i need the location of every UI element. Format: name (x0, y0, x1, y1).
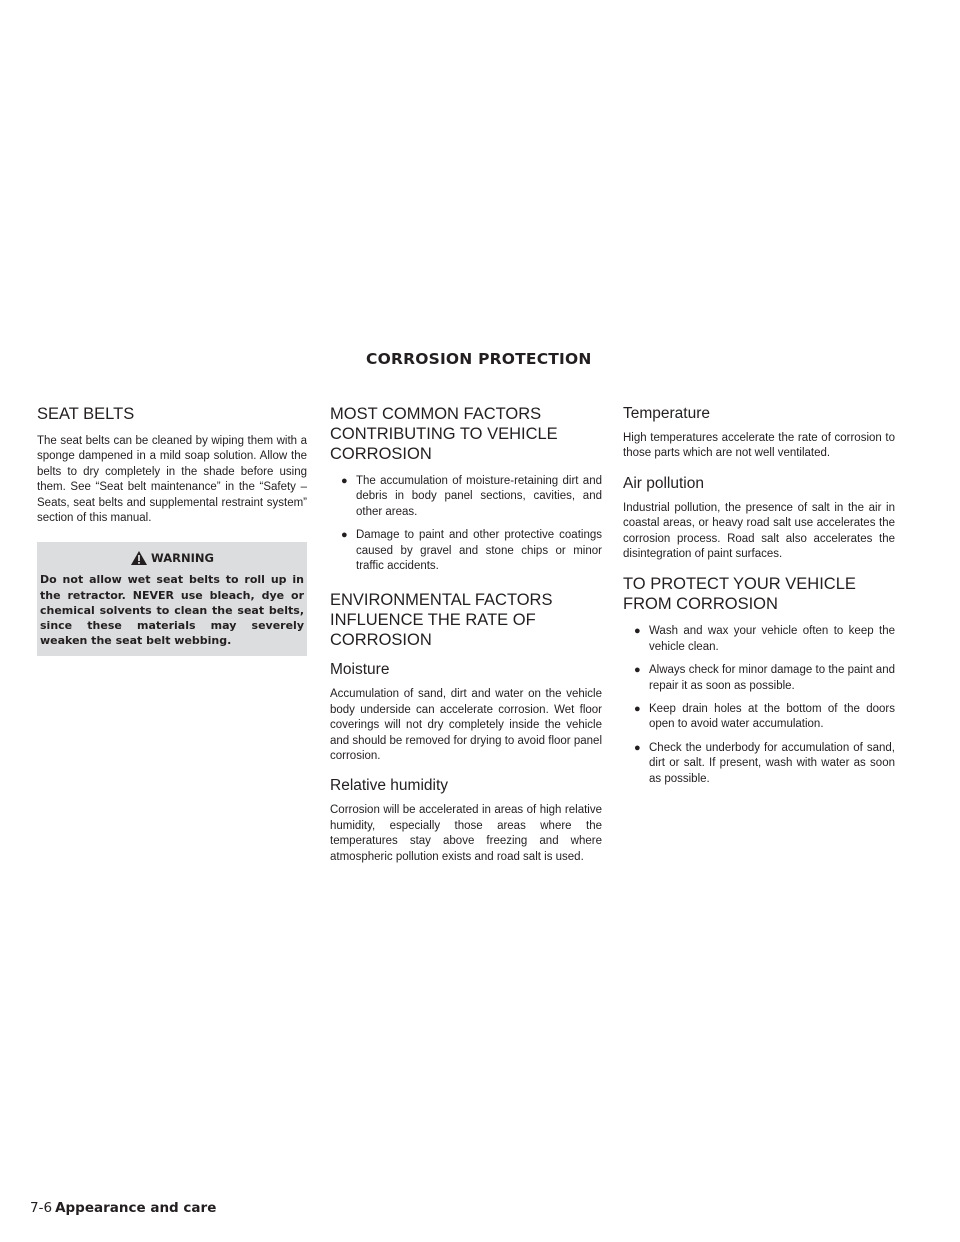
page-number: 7-6 (30, 1200, 53, 1216)
temperature-heading: Temperature (623, 405, 711, 422)
moisture-body: Accumulation of sand, dirt and water on the vehicle body underside can accelerate corrosion. Wet floor coverings will not dry completely inside the vehicle and should be removed for drying to avoid floor panel corrosion. (330, 688, 602, 763)
humidity-body: Corrosion will be accelerated in areas of high relative humidity, especially those areas where the temperatures stay above freezing and where atmospheric pollution exists and road salt is used. (330, 804, 602, 863)
bullet-icon: ● (634, 625, 641, 638)
list-item: ● The accumulation of moisture-retaining dirt and debris in body panel sections, cavities, and other areas. (341, 475, 602, 518)
environmental-heading: ENVIRONMENTAL FACTORS INFLUENCE THE RATE OF CORROSION (330, 591, 553, 650)
humidity-heading: Relative humidity (330, 777, 449, 795)
list-item: ● Keep drain holes at the bottom of the doors open to avoid water accumulation. (634, 703, 895, 731)
warning-box (37, 542, 307, 656)
section-title: CORROSION PROTECTION (366, 350, 592, 368)
bullet-icon: ● (634, 664, 641, 677)
warning-header (40, 550, 304, 566)
seat-belts-body: The seat belts can be cleaned by wiping them with a sponge dampened in a mild soap solution. Allow the belts to dry completely in the shade before using them. See “Seat belt maintenance” in the “Safety – Seats, seat belts and supplemental restraint system” section of this manual. (37, 435, 307, 525)
temperature-body: High temperatures accelerate the rate of corrosion to those parts which are not well ventilated. (623, 432, 895, 460)
warning-label: WARNING (151, 551, 214, 566)
air-pollution-body: Industrial pollution, the presence of salt in the air in coastal areas, or heavy road salt use accelerates the corrosion process. Road salt also accelerates the disintegration of paint surfaces. (623, 501, 895, 561)
chapter-title: Appearance and care (55, 1200, 217, 1216)
protect-heading: TO PROTECT YOUR VEHICLE FROM CORROSION (623, 575, 856, 614)
bullet-icon: ● (634, 703, 641, 716)
common-factors-heading: MOST COMMON FACTORS CONTRIBUTING TO VEHICLE CORROSION (330, 405, 558, 463)
air-pollution-heading: Air pollution (623, 474, 704, 492)
seat-belts-heading: SEAT BELTS (37, 405, 135, 423)
list-item: ● Always check for minor damage to the paint and repair it as soon as possible. (634, 664, 895, 692)
common-factors-list (330, 474, 602, 574)
list-item: ● Damage to paint and other protective coatings caused by gravel and stone chips or minor traffic accidents. (341, 529, 602, 573)
warning-text: Do not allow wet seat belts to roll up in the retractor. NEVER use bleach, dye or chemical solvents to clean the seat belts, since these materials may severely weaken the seat belt webbing. (40, 573, 304, 648)
bullet-icon: ● (341, 529, 348, 542)
moisture-heading: Moisture (330, 661, 390, 679)
column-seat-belts (37, 404, 307, 656)
column-protection (623, 404, 895, 799)
list-item: ● Check the underbody for accumulation of sand, dirt or salt. If present, wash with water as soon as possible. (634, 741, 895, 785)
protect-list (623, 624, 895, 787)
column-factors (330, 404, 602, 877)
page-footer (30, 1200, 216, 1216)
list-item: ● Wash and wax your vehicle often to keep the vehicle clean. (634, 625, 895, 653)
warning-triangle-icon (130, 550, 148, 566)
bullet-icon: ● (634, 741, 641, 754)
bullet-icon: ● (341, 475, 348, 487)
